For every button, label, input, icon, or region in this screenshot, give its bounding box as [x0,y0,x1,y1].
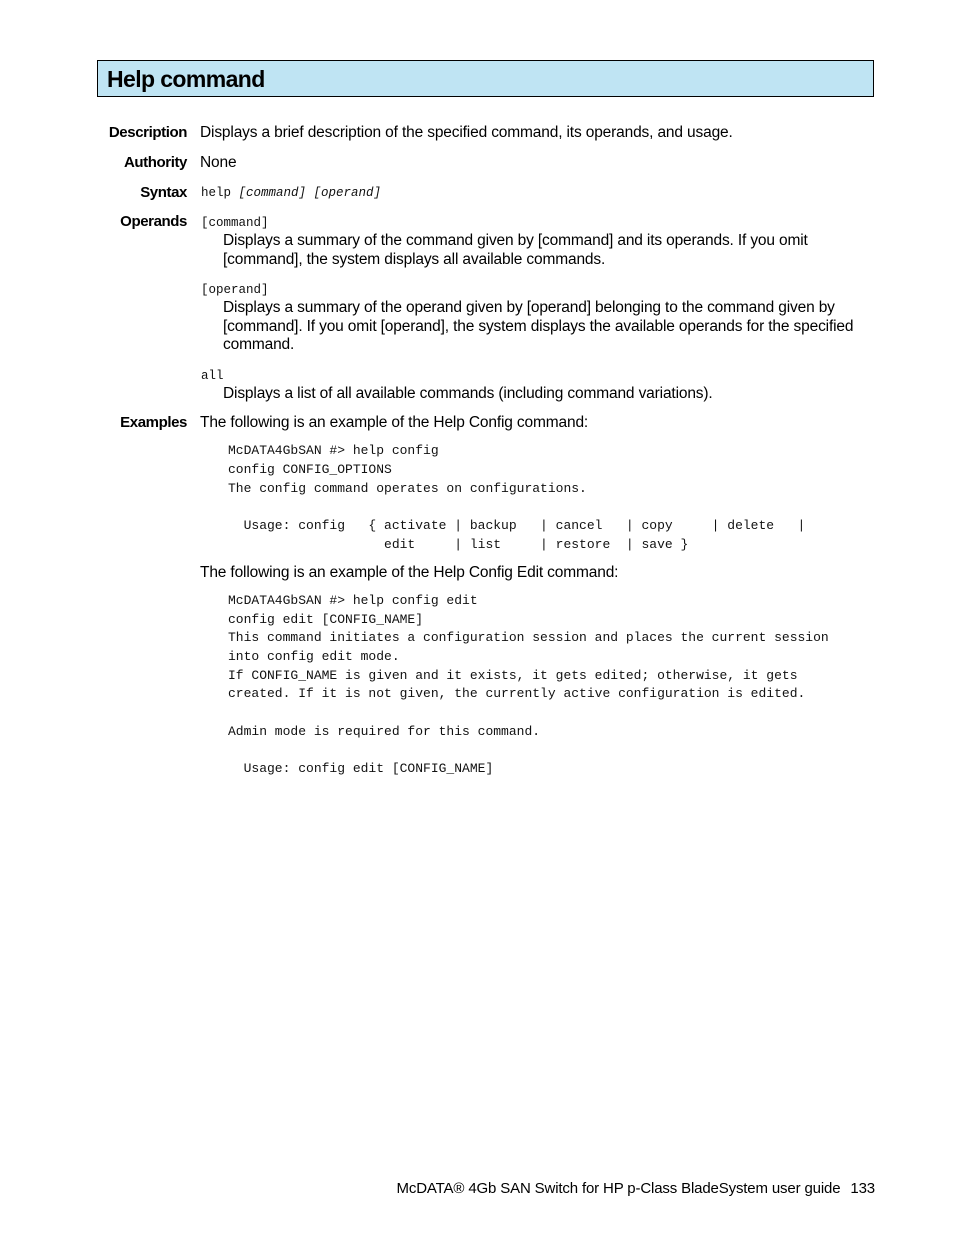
syntax-line [201,186,381,200]
code-line: Usage: config edit [CONFIG_NAME] [228,761,494,776]
code-line: This command initiates a configuration session and places the current session [228,630,829,645]
description-label: Description [108,124,187,141]
code-line: created. If it is not given, the currently active configuration is edited. [228,686,806,701]
example-intro: The following is an example of the Help Config command: [200,414,589,431]
authority-label: Authority [123,154,187,171]
example-intro: The following is an example of the Help Config Edit command: [200,564,619,581]
code-line: Admin mode is required for this command. [228,724,541,739]
operand-description-line: command. [223,336,295,353]
syntax-command: help [201,186,232,200]
operand-description-line: Displays a list of all available commands (including command variations). [223,385,713,402]
code-line: edit | list | restore | save } [228,537,689,552]
syntax-label: Syntax [140,184,187,201]
code-line: The config command operates on configurations. [228,481,587,496]
operand-name: [operand] [201,283,269,297]
operand-description-line: [command]. If you omit [operand], the system displays the available operands for the specified [223,317,854,335]
description-text: Displays a brief description of the specified command, its operands, and usage. [200,124,733,141]
operand-description-line: [command], the system displays all available commands. [223,250,606,268]
code-line: config edit [CONFIG_NAME] [228,612,424,627]
operand-name: [command] [201,216,269,230]
examples-label: Examples [120,414,187,431]
page-title: Help command [107,66,265,92]
syntax-args: [command] [operand] [238,186,382,200]
page-number: 133 [850,1180,875,1197]
operand-name: all [201,369,224,383]
operand-description-line: Displays a summary of the command given by [command] and its operands. If you omit [223,232,808,249]
section-heading-bar [97,60,874,97]
operands-label: Operands [120,213,187,230]
authority-text: None [200,154,237,171]
code-line: McDATA4GbSAN #> help config [228,443,439,458]
code-line: McDATA4GbSAN #> help config edit [228,593,478,608]
code-line: config CONFIG_OPTIONS [228,462,392,477]
footer-title: McDATA® 4Gb SAN Switch for HP p-Class BladeSystem user guide [396,1180,841,1197]
code-line: If CONFIG_NAME is given and it exists, it gets edited; otherwise, it gets [228,668,798,683]
code-line: Usage: config { activate | backup | cancel | copy | delete | [228,518,806,533]
page-footer [397,1180,875,1197]
operand-description-line: Displays a summary of the operand given by [operand] belonging to the command given by [223,299,835,316]
code-line: into config edit mode. [228,649,400,664]
